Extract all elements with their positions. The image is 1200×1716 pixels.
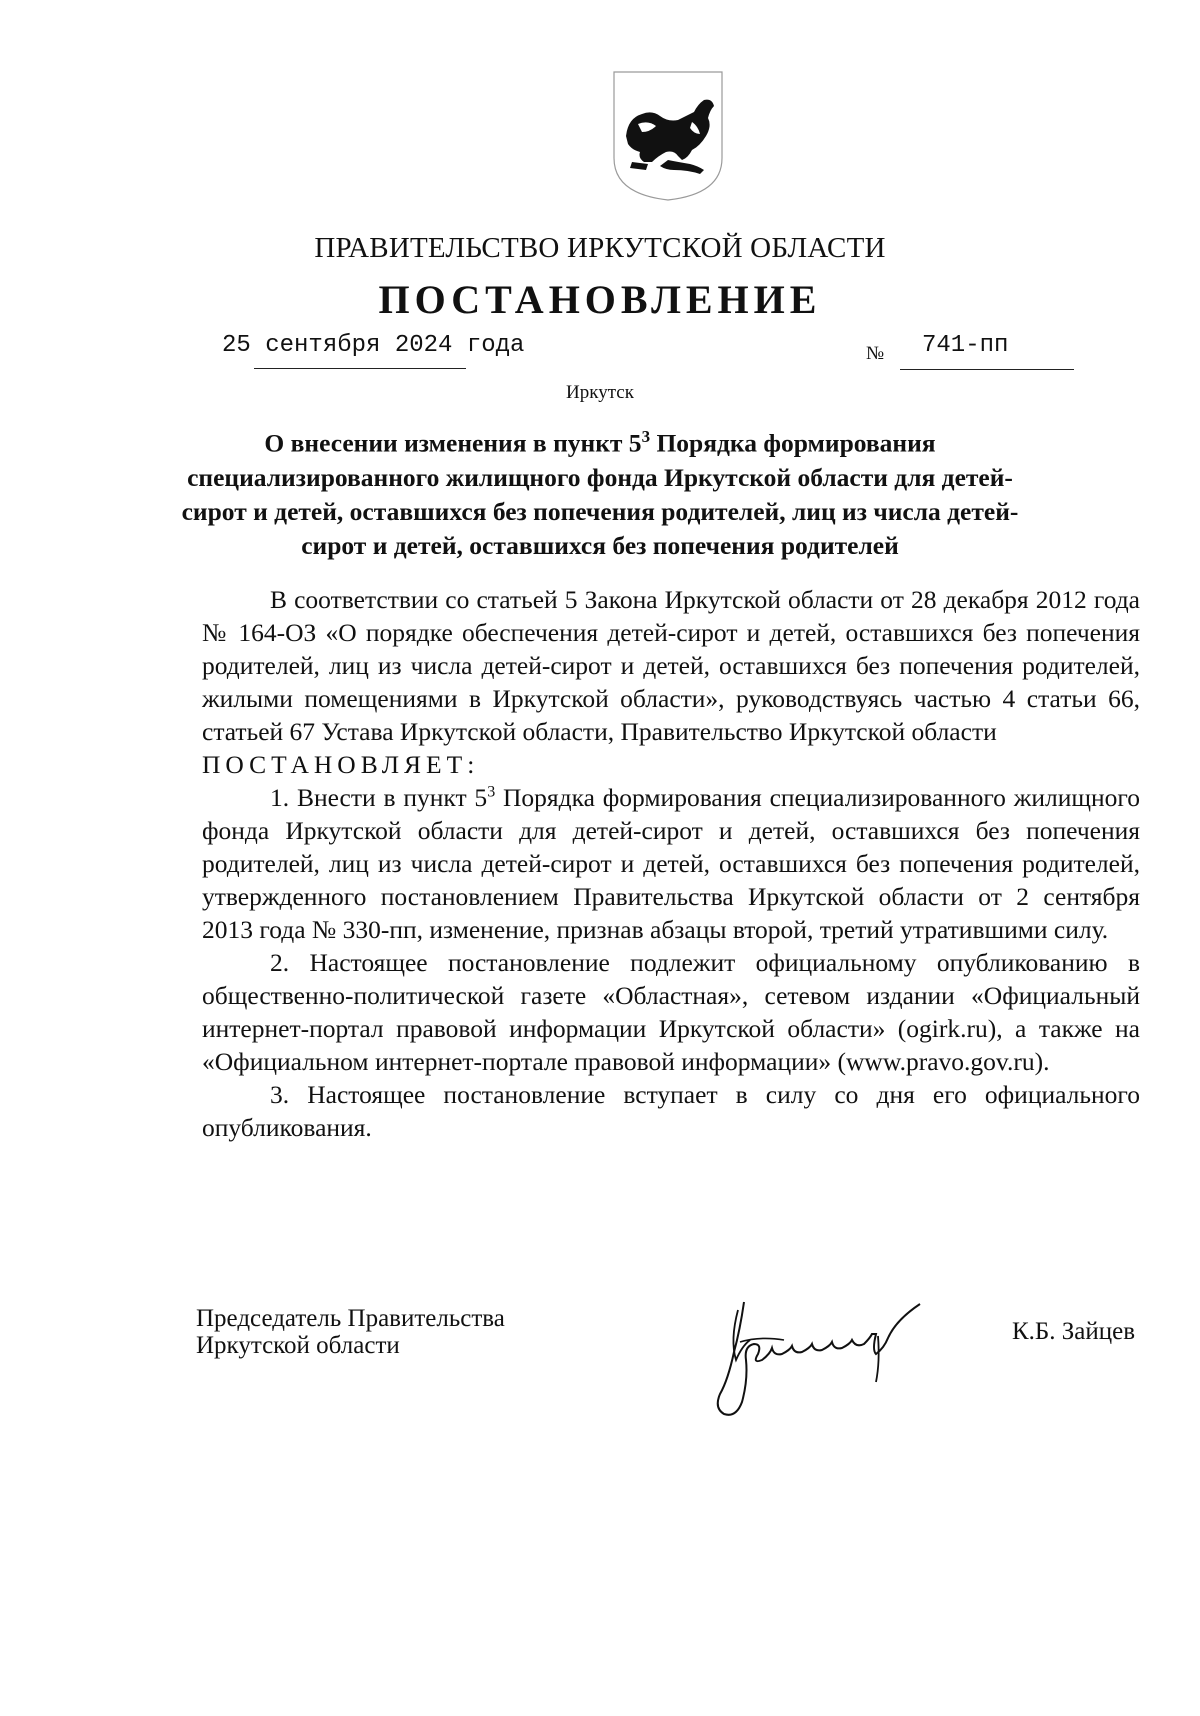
item-1-part-1: 1. Внести в пункт 5 bbox=[270, 783, 488, 812]
coat-of-arms-icon bbox=[608, 66, 728, 206]
document-type-heading: ПОСТАНОВЛЕНИЕ bbox=[378, 277, 822, 322]
item-1-superscript: 3 bbox=[487, 783, 496, 801]
title-part-1: О внесении изменения в пункт 5 bbox=[264, 428, 642, 458]
title-superscript: 3 bbox=[641, 427, 651, 446]
number-underline bbox=[900, 369, 1074, 370]
document-body bbox=[202, 583, 1140, 1144]
handwritten-signature-icon bbox=[700, 1290, 970, 1430]
item-1-part-2: Порядка формирования специализированного жилищного фонда Иркутской области для детей-сирот и детей, оставшихся без попечения родителей, лиц из числа детей-сирот и детей, оставшихся без попечения родителей, утвержденного постановлением Правительства Иркутской области от 2 сентября 2013 года № 330-пп, изменение, признав абзацы второй, третий утратившими силу. bbox=[202, 783, 1140, 944]
place-of-issue: Иркутск bbox=[566, 382, 634, 403]
signer-name: К.Б. Зайцев bbox=[1012, 1318, 1136, 1345]
item-2-paragraph: 2. Настоящее постановление подлежит официальному опубликованию в общественно-политической газете «Областная», сетевом издании «Официальный интернет-портал правовой информации Иркутской области» (ogirk.ru), а также на «Официальном интернет-портале правовой информации» (www.pravo.gov.ru). bbox=[202, 948, 1140, 1076]
preamble-paragraph: В соответствии со статьей 5 Закона Иркутской области от 28 декабря 2012 года № 164-ОЗ «О порядке обеспечения детей-сирот и детей, оставшихся без попечения родителей, лиц из числа детей-сирот и детей, оставшихся без попечения родителей, жилыми помещениями в Иркутской области», руководствуясь частью 4 статьи 66, статьей 67 Устава Иркутской области, Правительство Иркутской области bbox=[202, 585, 1140, 746]
signer-position bbox=[196, 1305, 505, 1359]
signer-position-line-2: Иркутской области bbox=[196, 1332, 400, 1359]
item-1-paragraph bbox=[202, 781, 1140, 946]
document-date: 25 сентября 2024 года bbox=[222, 332, 525, 359]
item-3-paragraph: 3. Настоящее постановление вступает в силу со дня его официального опубликования. bbox=[202, 1080, 1140, 1142]
issuing-authority: ПРАВИТЕЛЬСТВО ИРКУТСКОЙ ОБЛАСТИ bbox=[314, 232, 886, 264]
date-underline bbox=[254, 368, 466, 369]
document-number: 741-пп bbox=[922, 332, 1009, 359]
resolves-heading: ПОСТАНОВЛЯЕТ: bbox=[202, 750, 480, 779]
document-title bbox=[180, 420, 1020, 563]
signer-position-line-1: Председатель Правительства bbox=[196, 1305, 505, 1332]
number-sign: № bbox=[866, 343, 885, 364]
title-part-2: Порядка формирования специализированного жилищного фонда Иркутской области для детей-сирот и детей, оставшихся без попечения родителей, лиц из числа детей-сирот и детей, оставшихся без попечения родителей bbox=[181, 428, 1019, 560]
